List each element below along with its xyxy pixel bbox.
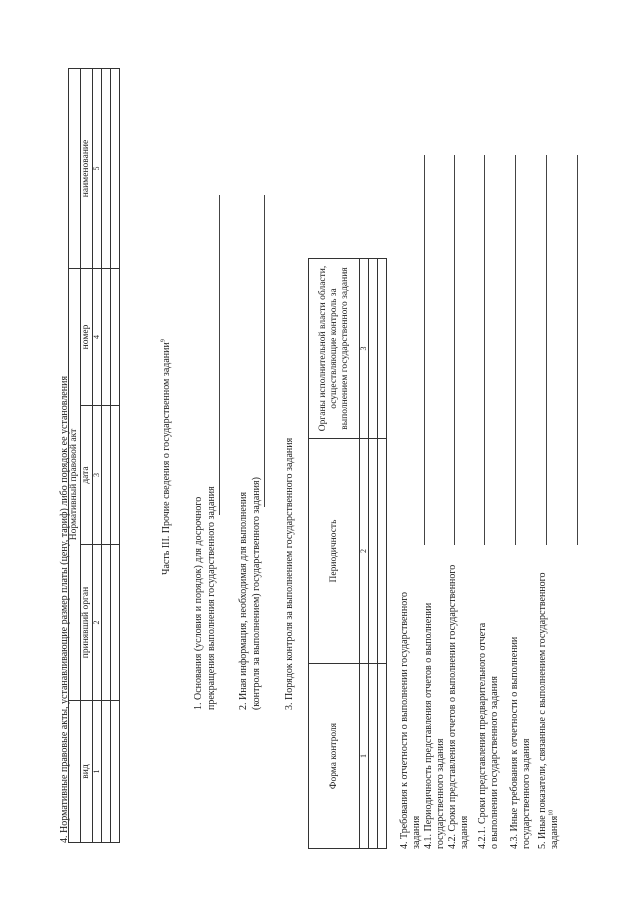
item-4-3-line: государственного задания xyxy=(521,738,532,849)
item-4-fill-line xyxy=(424,155,425,545)
part-3-title xyxy=(160,339,173,575)
item-5-line xyxy=(548,810,561,849)
item-4-1-line: государственного задания xyxy=(435,738,446,849)
empty-data-cell xyxy=(369,259,378,439)
column-header: Органы исполнительной власти области, осуществляющие контроль за выполнением государственного задания xyxy=(309,259,360,439)
empty-data-cell xyxy=(102,545,111,701)
column-number: 4 xyxy=(93,268,102,405)
footnote-marker: 9 xyxy=(160,339,167,343)
item-5-line-text: задания xyxy=(549,815,560,849)
column-header: дата xyxy=(81,406,93,545)
section-4-title: 4. Нормативные правовые акты, устанавливающие размер платы (цену, тариф) либо порядок ее установления xyxy=(59,375,70,843)
empty-data-cell xyxy=(102,406,111,545)
item-4-3-fill-line xyxy=(546,155,547,545)
item-4-2-1-line: о выполнении государственного задания xyxy=(489,676,500,849)
item-4-1-line: 4.1. Периодичность представления отчетов о выполнении xyxy=(423,602,434,849)
empty-data-cell xyxy=(102,68,111,268)
column-header: вид xyxy=(81,701,93,843)
column-number: 3 xyxy=(93,406,102,545)
empty-data-cell xyxy=(111,545,120,701)
column-header: принявший орган xyxy=(81,545,93,701)
empty-data-cell xyxy=(111,268,120,405)
empty-data-cell xyxy=(378,259,387,439)
column-header: Периодичность xyxy=(309,439,360,664)
item-1-line-2: прекращения выполнения государственного задания xyxy=(206,486,217,710)
empty-header-cell xyxy=(69,701,81,843)
item-5-line: 5. Иные показатели, связанные с выполнением государственного xyxy=(537,572,548,849)
item-1-line-1: 1. Основания (условия и порядок) для досрочного xyxy=(193,496,204,710)
part-3-title-text: Часть III. Прочие сведения о государственном задании xyxy=(161,342,172,575)
column-header: Форма контроля xyxy=(309,664,360,849)
column-number: 2 xyxy=(93,545,102,701)
empty-data-cell xyxy=(111,406,120,545)
item-4-2-line: 4.2. Сроки представления отчетов о выполнении государственного xyxy=(447,564,458,849)
empty-data-cell xyxy=(378,439,387,664)
item-5-fill-line xyxy=(577,155,578,545)
empty-data-cell xyxy=(102,701,111,843)
empty-data-cell xyxy=(378,664,387,849)
item-4-line: задания xyxy=(411,815,422,849)
empty-data-cell xyxy=(111,701,120,843)
item-2-fill-line xyxy=(264,195,265,507)
column-number: 1 xyxy=(360,664,369,849)
item-2-line-1: 2. Иная информация, необходимая для выполнения xyxy=(238,491,249,710)
column-number: 1 xyxy=(93,701,102,843)
column-number: 3 xyxy=(360,259,369,439)
item-4-line: 4. Требования к отчетности о выполнении государственного xyxy=(399,591,410,849)
item-4-2-1-line: 4.2.1. Сроки представления предварительного отчета xyxy=(477,622,488,849)
column-header: наименование xyxy=(81,68,93,268)
control-table xyxy=(308,258,387,849)
item-4-2-1-fill-line xyxy=(515,155,516,545)
item-4-1-fill-line xyxy=(454,155,455,545)
column-header: номер xyxy=(81,268,93,405)
item-2-line-2: (контроля за выполнением) государственного задания) xyxy=(251,477,262,710)
empty-header-cell xyxy=(69,68,81,268)
item-4-2-fill-line xyxy=(484,155,485,545)
empty-data-cell xyxy=(369,664,378,849)
empty-data-cell xyxy=(102,268,111,405)
column-number: 2 xyxy=(360,439,369,664)
item-4-3-line: 4.3. Иные требования к отчетности о выполнении xyxy=(509,636,520,849)
empty-data-cell xyxy=(111,68,120,268)
item-3-title: 3. Порядок контроля за выполнением государственного задания xyxy=(284,437,295,710)
normative-acts-table xyxy=(68,68,120,843)
item-1-fill-line xyxy=(219,195,220,515)
column-number: 5 xyxy=(93,68,102,268)
empty-data-cell xyxy=(369,439,378,664)
footnote-marker: 10 xyxy=(548,809,555,816)
group-header: Нормативный правовой акт xyxy=(69,268,81,700)
item-4-2-line: задания xyxy=(459,815,470,849)
